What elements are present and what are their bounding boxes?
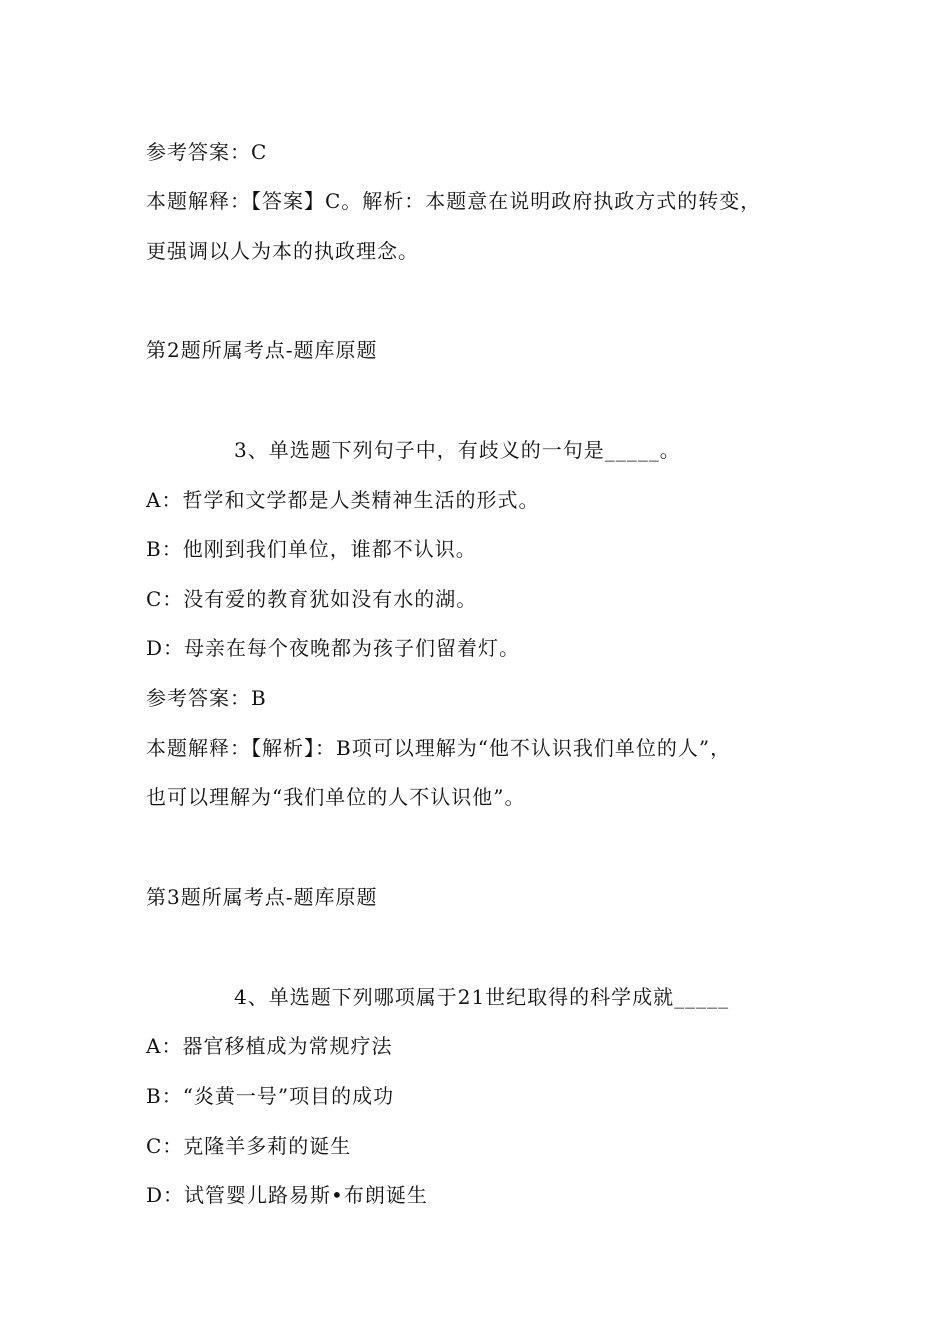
question-4-option-c: C：克隆羊多莉的诞生 xyxy=(146,1134,352,1158)
question-4-option-b: B：“炎黄一号”项目的成功 xyxy=(146,1084,395,1108)
question-4-option-a: A：器官移植成为常规疗法 xyxy=(146,1034,393,1058)
question-2-knowledge-point: 第2题所属考点-题库原题 xyxy=(146,338,378,362)
question-4-title: 4、单选题下列哪项属于21世纪取得的科学成就_____ xyxy=(234,985,730,1009)
question-4-option-d: D：试管婴儿路易斯•布朗诞生 xyxy=(146,1183,428,1207)
question-3-option-c: C：没有爱的教育犹如没有水的湖。 xyxy=(146,587,478,611)
question-3-option-b: B：他刚到我们单位，谁都不认识。 xyxy=(146,537,477,561)
question-3-explanation-line-2: 也可以理解为“我们单位的人不认识他”。 xyxy=(146,785,526,809)
question-3-explanation-line-1: 本题解释：【解析】：B项可以理解为“他不认识我们单位的人”， xyxy=(146,736,732,760)
question-2-answer: 参考答案：C xyxy=(146,140,268,164)
question-3-knowledge-point: 第3题所属考点-题库原题 xyxy=(146,885,378,909)
question-3-title: 3、单选题下列句子中，有歧义的一句是_____。 xyxy=(234,438,681,462)
question-3-option-a: A：哲学和文学都是人类精神生活的形式。 xyxy=(146,488,540,512)
question-3-answer: 参考答案：B xyxy=(146,686,267,710)
question-2-explanation-line-2: 更强调以人为本的执政理念。 xyxy=(146,239,419,263)
question-2-explanation-line-1: 本题解释：【答案】C。解析：本题意在说明政府执政方式的转变， xyxy=(146,189,762,213)
question-3-option-d: D：母亲在每个夜晚都为孩子们留着灯。 xyxy=(146,636,521,660)
